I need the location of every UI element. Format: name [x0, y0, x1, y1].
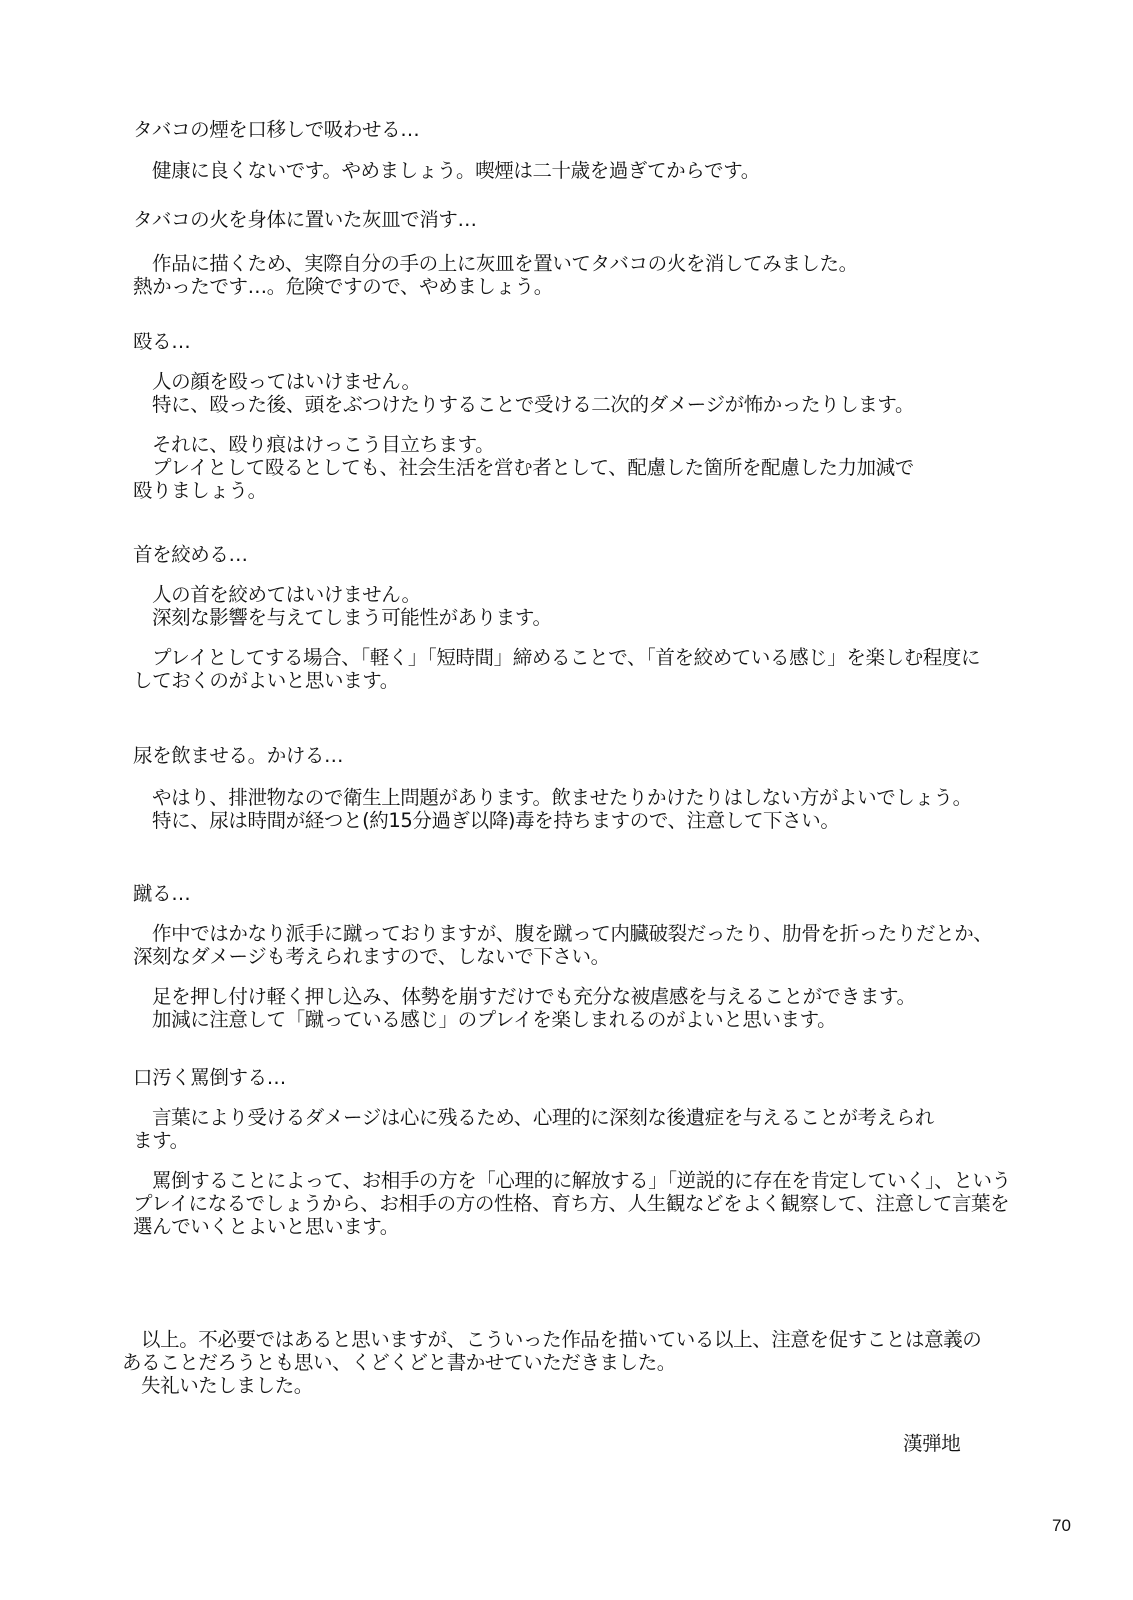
- body-line: ます。: [133, 1129, 189, 1152]
- section-heading: 口汚く罵倒する…: [133, 1066, 286, 1089]
- body-line: 熱かったです…。危険ですので、やめましょう。: [133, 275, 553, 298]
- body-line: 足を押し付け軽く押し込み、体勢を崩すだけでも充分な被虐感を与えることができます。: [152, 985, 916, 1008]
- closing-line: 失礼いたしました。: [141, 1374, 313, 1397]
- body-line: やはり、排泄物なので衛生上問題があります。飲ませたりかけたりはしない方がよいでしょう。: [152, 786, 972, 809]
- body-line: 選んでいくとよいと思います。: [133, 1215, 399, 1238]
- body-line: 特に、尿は時間が経つと(約15分過ぎ以降)毒を持ちますので、注意して下さい。: [152, 809, 840, 832]
- body-line: しておくのがよいと思います。: [133, 669, 399, 692]
- body-line: 罵倒することによって、お相手の方を「心理的に解放する」「逆説的に存在を肯定していく」、という: [152, 1169, 1011, 1192]
- section-heading: 殴る…: [133, 330, 191, 353]
- section-heading: タバコの火を身体に置いた灰皿で消す…: [133, 208, 477, 231]
- section-heading: 尿を飲ませる。かける…: [133, 744, 344, 767]
- body-line: 健康に良くないです。やめましょう。喫煙は二十歳を過ぎてからです。: [152, 159, 760, 182]
- body-line: 作中ではかなり派手に蹴っておりますが、腹を蹴って内臓破裂だったり、肋骨を折ったりだとか、: [152, 922, 993, 945]
- body-line: 加減に注意して「蹴っている感じ」のプレイを楽しまれるのがよいと思います。: [152, 1008, 837, 1031]
- body-line: 深刻な影響を与えてしまう可能性があります。: [152, 606, 552, 629]
- author-signature: 漢弾地: [903, 1432, 961, 1455]
- body-line: 言葉により受けるダメージは心に残るため、心理的に深刻な後遺症を与えることが考えられ: [152, 1106, 934, 1129]
- body-line: それに、殴り痕はけっこう目立ちます。: [152, 433, 495, 456]
- body-line: プレイとして殴るとしても、社会生活を営む者として、配慮した箇所を配慮した力加減で: [152, 456, 914, 479]
- body-line: 特に、殴った後、頭をぶつけたりすることで受ける二次的ダメージが怖かったりします。: [152, 393, 915, 416]
- body-line: プレイになるでしょうから、お相手の方の性格、育ち方、人生観などをよく観察して、注意して言葉を: [133, 1192, 1010, 1215]
- body-line: 深刻なダメージも考えられますので、しないで下さい。: [133, 945, 610, 968]
- section-heading: タバコの煙を口移しで吸わせる…: [133, 118, 420, 141]
- page-number: 70: [1052, 1516, 1071, 1535]
- closing-line: あることだろうとも思い、くどくどと書かせていただきました。: [122, 1351, 676, 1374]
- closing-line: 以上。不必要ではあると思いますが、こういった作品を描いている以上、注意を促すことは意義の: [141, 1328, 982, 1351]
- body-line: プレイとしてする場合、「軽く」「短時間」締めることで、「首を絞めている感じ」を楽しむ程度に: [152, 646, 981, 669]
- body-line: 殴りましょう。: [133, 479, 267, 502]
- body-line: 作品に描くため、実際自分の手の上に灰皿を置いてタバコの火を消してみました。: [152, 252, 858, 275]
- section-heading: 蹴る…: [133, 882, 191, 905]
- section-heading: 首を絞める…: [133, 543, 248, 566]
- body-line: 人の顔を殴ってはいけません。: [152, 370, 421, 393]
- body-line: 人の首を絞めてはいけません。: [152, 583, 421, 606]
